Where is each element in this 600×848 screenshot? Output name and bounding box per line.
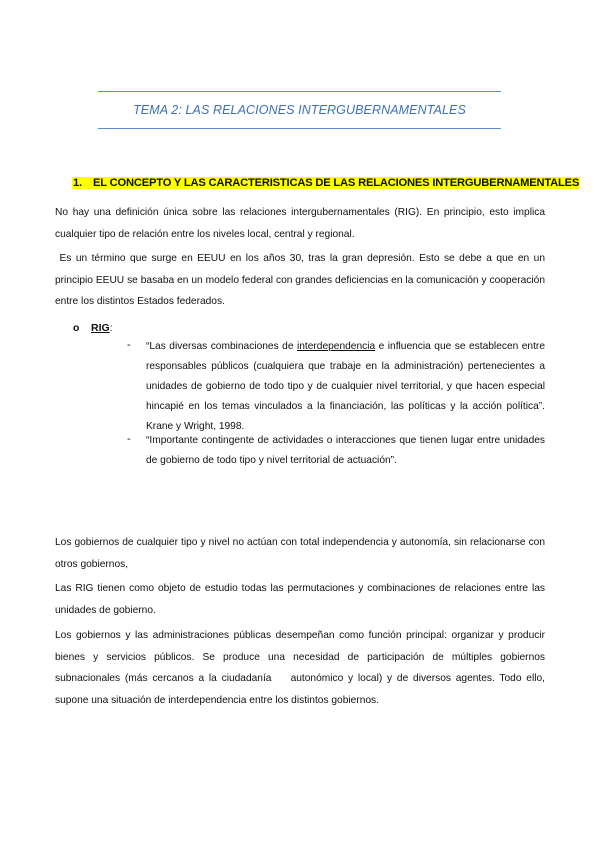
- rig-term: RIG: [91, 322, 110, 334]
- section-heading: [72, 177, 580, 189]
- title-bottom-rule: [98, 128, 501, 129]
- title-top-rule: [98, 91, 501, 92]
- section-heading-text: EL CONCEPTO Y LAS CARACTERISTICAS DE LAS RELACIONES INTERGUBERNAMENTALES: [93, 177, 580, 189]
- paragraph-functions: Los gobiernos y las administraciones públicas desempeñan como función principal: organizar y producir bienes y servicios públicos. Se produce una necesidad de participación de múltiples gobiernos subnacionales (más cercanos a la ciudadanía autonómico y local) y de diversos agentes. Todo ello, supone una situación de interdependencia entre los distintos gobiernos.: [55, 630, 548, 706]
- page-title: TEMA 2: LAS RELACIONES INTERGUBERNAMENTALES: [133, 103, 466, 117]
- paragraph-study-object: Las RIG tienen como objeto de estudio todas las permutaciones y combinaciones de relaciones entre las unidades de gobierno.: [55, 583, 545, 616]
- heading-highlight: [72, 177, 580, 189]
- dash-bullet-2: -: [127, 433, 131, 445]
- quote-definition-1: [146, 337, 545, 437]
- paragraph-independence: Los gobiernos de cualquier tipo y nivel no actúan con total independencia y autonomía, sin relacionarse con otros gobiernos,: [55, 537, 545, 570]
- paragraph-origin: Es un término que surge en EEUU en los años 30, tras la gran depresión. Esto se debe a que en un principio EEUU se basaba en un modelo federal con grandes deficiencias en la comunicación y cooperación entre los distintos Estados federados.: [55, 253, 548, 307]
- paragraph-definition: No hay una definición única sobre las relaciones intergubernamentales (RIG). En principio, esto implica cualquier tipo de relación entre los niveles local, central y regional.: [55, 207, 545, 240]
- rig-label: [91, 322, 113, 334]
- quote1-end: e influencia que se establecen entre responsables públicos (cualquiera que trabaje en la administración) pertenecientes a unidades de gobierno de todo tipo y de cualquier nivel territorial, y que hacen especial hincapié en los temas vinculados a la financiación, las políticas y la acción política”. Krane y Wright, 1998.: [146, 341, 545, 432]
- bullet-marker: o: [73, 322, 80, 334]
- rig-colon: :: [109, 322, 113, 334]
- quote1-start: “Las diversas combinaciones de: [146, 341, 297, 352]
- dash-bullet-1: -: [127, 339, 131, 351]
- section-number: 1.: [73, 177, 82, 189]
- quote1-term: interdependencia: [296, 341, 376, 352]
- quote-definition-2: “Importante contingente de actividades o interacciones que tienen lugar entre unidades de gobierno de todo tipo y nivel territorial de actuación”.: [146, 435, 545, 466]
